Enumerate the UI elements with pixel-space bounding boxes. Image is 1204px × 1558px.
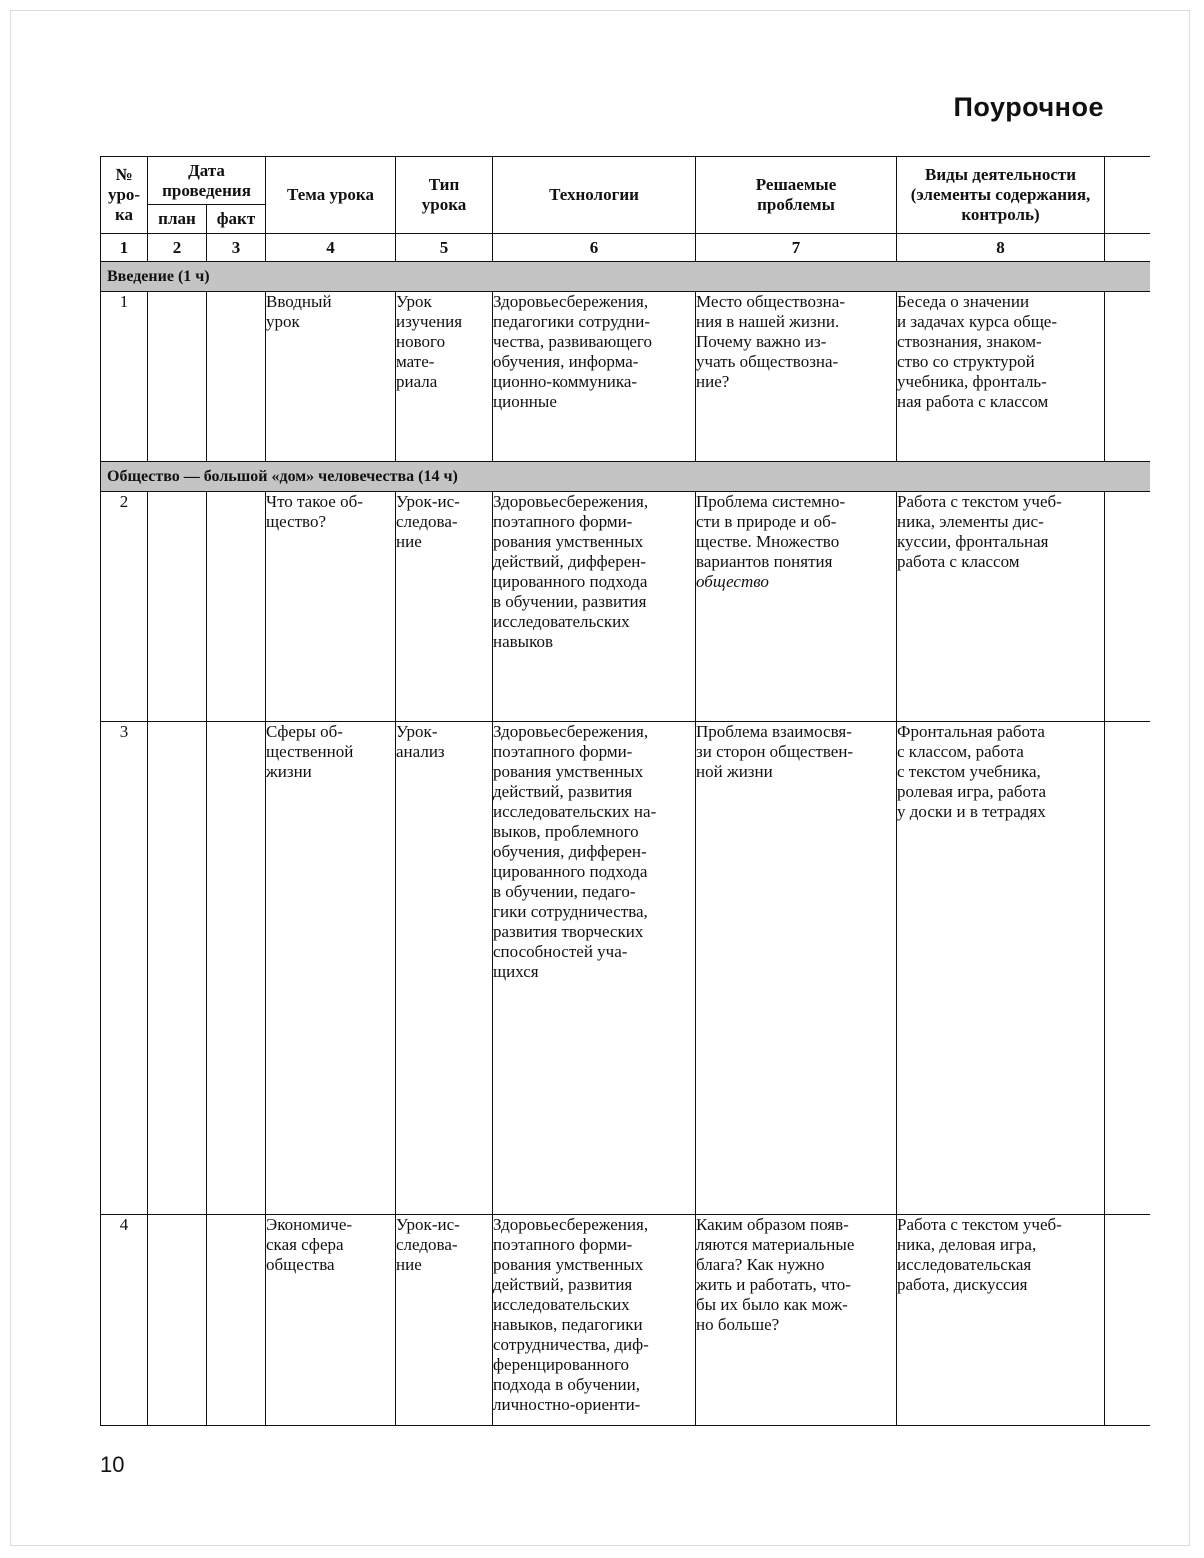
extra-cell xyxy=(1105,292,1150,462)
header-plan: план xyxy=(148,205,207,234)
lesson-technologies: Здоровьесбережения, педагогики сотрудни- чества, развивающего обучения, информа- ционно-коммуника- ционные xyxy=(493,292,696,462)
column-number: 6 xyxy=(493,234,696,262)
header-date: Дата проведения xyxy=(148,157,266,205)
extra-cell xyxy=(1105,492,1150,722)
lesson-problems: Каким образом появ- ляются материальные блага? Как нужно жить и работать, что- бы их было как мож- но больше? xyxy=(696,1215,897,1426)
header-lesson-no: № уро- ка xyxy=(101,157,148,234)
column-number: 2 xyxy=(148,234,207,262)
table-row xyxy=(101,292,1150,462)
lesson-technologies: Здоровьесбережения, поэтапного форми- рования умственных действий, развития исследовательских на- выков, проблемного обучения, дифферен- цированного подхода в обучении, педаго- гики сотрудничества, развития творческих способностей уча- щихся xyxy=(493,722,696,1215)
lesson-activities: Работа с текстом учеб- ника, деловая игра, исследовательская работа, дискуссия xyxy=(897,1215,1105,1426)
lesson-topic: Сферы об- щественной жизни xyxy=(266,722,396,1215)
column-number: 4 xyxy=(266,234,396,262)
section-heading: Введение (1 ч) xyxy=(101,262,1150,292)
lesson-problems: Проблема взаимосвя- зи сторон обществен- ной жизни xyxy=(696,722,897,1215)
column-number: 7 xyxy=(696,234,897,262)
date-fact-cell xyxy=(207,292,266,462)
header-topic: Тема урока xyxy=(266,157,396,234)
problems-text: Проблема системно- сти в природе и об- ществе. Множество вариантов понятия xyxy=(696,492,846,571)
lesson-type: Урок-ис- следова- ние xyxy=(396,492,493,722)
lesson-activities: Беседа о значении и задачах курса обще- ствознания, знаком- ство со структурой учебника, фронталь- ная работа с классом xyxy=(897,292,1105,462)
lesson-problems: Место обществозна- ния в нашей жизни. Почему важно из- учать обществозна- ние? xyxy=(696,292,897,462)
table-row xyxy=(101,1215,1150,1426)
table-row xyxy=(101,722,1150,1215)
date-plan-cell xyxy=(148,722,207,1215)
lesson-type: Урок-ис- следова- ние xyxy=(396,1215,493,1426)
column-number: 8 xyxy=(897,234,1105,262)
lesson-number: 4 xyxy=(101,1215,148,1426)
table-row xyxy=(101,492,1150,722)
header-type: Тип урока xyxy=(396,157,493,234)
column-number: 3 xyxy=(207,234,266,262)
lesson-technologies: Здоровьесбережения, поэтапного форми- рования умственных действий, дифферен- цированного подхода в обучении, развития исследовательских навыков xyxy=(493,492,696,722)
date-plan-cell xyxy=(148,492,207,722)
page-number: 10 xyxy=(100,1452,125,1477)
lesson-problems xyxy=(696,492,897,722)
lesson-type: Урок- анализ xyxy=(396,722,493,1215)
lesson-type: Урок изучения нового мате- риала xyxy=(396,292,493,462)
lesson-activities: Фронтальная работа с классом, работа с текстом учебника, ролевая игра, работа у доски и в тетрадях xyxy=(897,722,1105,1215)
date-fact-cell xyxy=(207,492,266,722)
column-number: 1 xyxy=(101,234,148,262)
section-heading: Общество — большой «дом» человечества (14 ч) xyxy=(101,462,1150,492)
header-activities: Виды деятельности (элементы содержания, контроль) xyxy=(897,157,1105,234)
problems-italic-term: общество xyxy=(696,572,769,591)
page-title: Поурочное xyxy=(953,92,1104,122)
lesson-number: 3 xyxy=(101,722,148,1215)
lesson-topic: Экономиче- ская сфера общества xyxy=(266,1215,396,1426)
extra-cell xyxy=(1105,722,1150,1215)
extra-cell xyxy=(1105,1215,1150,1426)
header-technologies: Технологии xyxy=(493,157,696,234)
lesson-topic: Вводный урок xyxy=(266,292,396,462)
date-fact-cell xyxy=(207,1215,266,1426)
lesson-number: 2 xyxy=(101,492,148,722)
lesson-plan-table xyxy=(100,156,1150,1426)
date-plan-cell xyxy=(148,292,207,462)
column-number-extra xyxy=(1105,234,1150,262)
lesson-activities: Работа с текстом учеб- ника, элементы дис- куссии, фронтальная работа с классом xyxy=(897,492,1105,722)
lesson-topic: Что такое об- щество? xyxy=(266,492,396,722)
lesson-number: 1 xyxy=(101,292,148,462)
header-extra xyxy=(1105,157,1150,234)
header-fact: факт xyxy=(207,205,266,234)
header-problems: Решаемые проблемы xyxy=(696,157,897,234)
date-plan-cell xyxy=(148,1215,207,1426)
date-fact-cell xyxy=(207,722,266,1215)
column-number: 5 xyxy=(396,234,493,262)
lesson-technologies: Здоровьесбережения, поэтапного форми- рования умственных действий, развития исследовательских навыков, педагогики сотрудничества, диф- ференцированного подхода в обучении, личностно-ориенти- xyxy=(493,1215,696,1426)
